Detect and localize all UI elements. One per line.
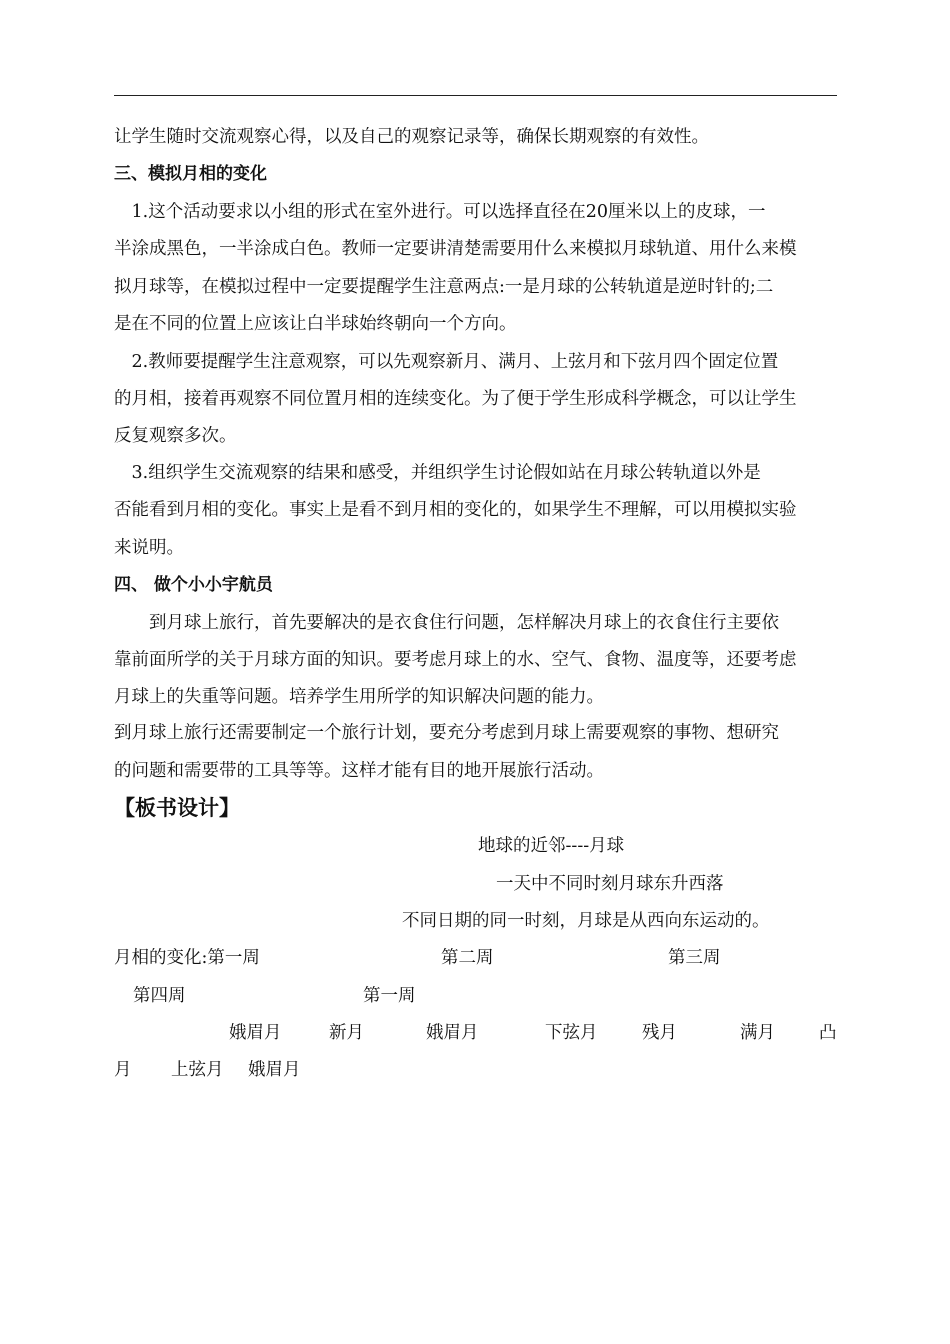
board-line-1: 一天中不同时刻月球东升西落 xyxy=(496,874,724,894)
section-heading: 三、模拟月相的变化 xyxy=(114,164,267,184)
phase-item: 上弦月 xyxy=(171,1060,224,1080)
phase-item: 娥眉月 xyxy=(248,1060,301,1080)
board-title: 地球的近邻----月球 xyxy=(478,836,625,856)
paragraph-line: 的问题和需要带的工具等等。这样才能有目的地开展旅行活动。 xyxy=(114,761,604,781)
paragraph-line: 1.这个活动要求以小组的形式在室外进行。可以选择直径在20厘米以上的皮球，一 xyxy=(114,202,766,222)
paragraph-line: 拟月球等，在模拟过程中一定要提醒学生注意两点:一是月球的公转轨道是逆时针的;二 xyxy=(114,277,774,297)
paragraph-line: 靠前面所学的关于月球方面的知识。要考虑月球上的水、空气、食物、温度等，还要考虑 xyxy=(114,650,797,670)
week-4-label: 第四周 xyxy=(133,986,186,1006)
section-heading: 四、 做个小小宇航员 xyxy=(114,575,273,595)
paragraph-line: 的月相，接着再观察不同位置月相的连续变化。为了便于学生形成科学概念，可以让学生 xyxy=(114,389,797,409)
phase-item: 月 xyxy=(114,1060,132,1080)
paragraph-line: 反复观察多次。 xyxy=(114,426,237,446)
phase-item: 新月 xyxy=(329,1023,364,1043)
paragraph-line: 否能看到月相的变化。事实上是看不到月相的变化的，如果学生不理解，可以用模拟实验 xyxy=(114,500,797,520)
board-line-2: 不同日期的同一时刻，月球是从西向东运动的。 xyxy=(402,911,770,931)
week-2-label: 第二周 xyxy=(441,948,494,968)
paragraph-line: 是在不同的位置上应该让白半球始终朝向一个方向。 xyxy=(114,314,517,334)
phase-item: 娥眉月 xyxy=(229,1023,282,1043)
paragraph-line: 让学生随时交流观察心得，以及自己的观察记录等，确保长期观察的有效性。 xyxy=(114,127,709,147)
week-3-label: 第三周 xyxy=(668,948,721,968)
paragraph-line: 半涂成黑色，一半涂成白色。教师一定要讲清楚需要用什么来模拟月球轨道、用什么来模 xyxy=(114,239,797,259)
paragraph-line: 到月球上旅行，首先要解决的是衣食住行问题，怎样解决月球上的衣食住行主要依 xyxy=(114,613,779,633)
paragraph-line: 3.组织学生交流观察的结果和感受，并组织学生讨论假如站在月球公转轨道以外是 xyxy=(114,463,761,483)
phase-item: 残月 xyxy=(642,1023,677,1043)
phase-item: 娥眉月 xyxy=(426,1023,479,1043)
paragraph-line: 2.教师要提醒学生注意观察，可以先观察新月、满月、上弦月和下弦月四个固定位置 xyxy=(114,352,779,372)
phase-item: 满月 xyxy=(740,1023,775,1043)
paragraph-line: 月球上的失重等问题。培养学生用所学的知识解决问题的能力。 xyxy=(114,687,604,707)
phase-item: 凸 xyxy=(819,1023,837,1043)
header-rule xyxy=(114,95,837,96)
phase-item: 下弦月 xyxy=(545,1023,598,1043)
phase-label: 月相的变化:第一周 xyxy=(114,948,260,968)
board-design-heading: 【板书设计】 xyxy=(114,796,240,820)
week-1-label-repeat: 第一周 xyxy=(363,986,416,1006)
paragraph-line: 到月球上旅行还需要制定一个旅行计划，要充分考虑到月球上需要观察的事物、想研究 xyxy=(114,723,779,743)
paragraph-line: 来说明。 xyxy=(114,538,184,558)
